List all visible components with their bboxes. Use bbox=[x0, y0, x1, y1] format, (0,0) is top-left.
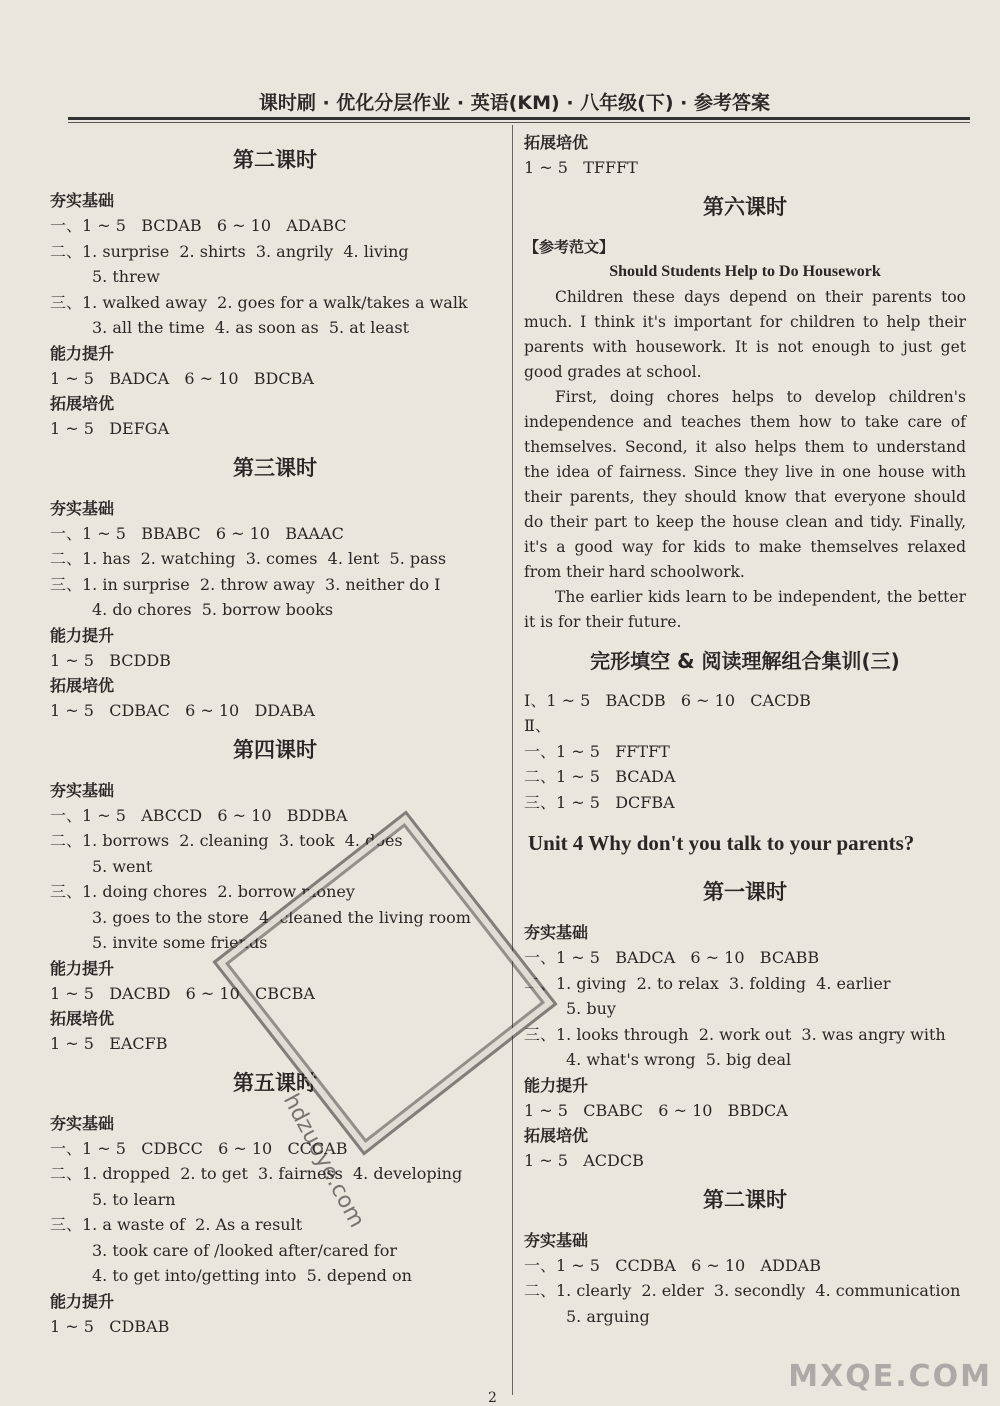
answer-line: 1 ~ 5 TFFFT bbox=[524, 158, 638, 177]
page-header: 课时刷 · 优化分层作业 · 英语(KM) · 八年级(下) · 参考答案 bbox=[258, 92, 770, 114]
lesson-heading: 第六课时 bbox=[703, 194, 787, 219]
answer-line: 二、1. dropped 2. to get 3. fairness 4. developing bbox=[50, 1164, 463, 1183]
answer-line: 3. goes to the store 4. cleaned the living room bbox=[92, 907, 471, 927]
answer-line: 三、1. walked away 2. goes for a walk/takes a walk bbox=[50, 292, 468, 312]
answer-line: 1 ~ 5 CBABC 6 ~ 10 BBDCA bbox=[524, 1100, 788, 1120]
stamp-url: hdzuoye.com bbox=[277, 1090, 370, 1232]
column-divider bbox=[512, 125, 513, 1395]
answer-line: 1 ~ 5 DEFGA bbox=[50, 419, 170, 438]
answer-line: 一、1 ~ 5 BBABC 6 ~ 10 BAAAC bbox=[50, 523, 344, 543]
answer-line: 三、1. a waste of 2. As a result bbox=[50, 1215, 303, 1234]
answer-line: 1 ~ 5 CDBAC 6 ~ 10 DDABA bbox=[50, 701, 315, 720]
answer-line: 一、1 ~ 5 FFTFT bbox=[524, 741, 670, 761]
subsection-label: 拓展培优 bbox=[524, 1126, 589, 1145]
subsection-label: 夯实基础 bbox=[50, 780, 115, 800]
answer-line: 1 ~ 5 ACDCB bbox=[524, 1151, 644, 1170]
answer-line: 三、1. in surprise 2. throw away 3. neither do I bbox=[50, 574, 441, 594]
answer-line: Ⅰ、1 ~ 5 BACDB 6 ~ 10 CACDB bbox=[524, 690, 811, 710]
answer-line: 二、1. giving 2. to relax 3. folding 4. earlier bbox=[524, 973, 891, 993]
answer-line: 4. what's wrong 5. big deal bbox=[566, 1050, 792, 1069]
subsection-label: 能力提升 bbox=[50, 625, 115, 645]
subsection-label: 拓展培优 bbox=[50, 394, 115, 413]
answer-line: 三、1. looks through 2. work out 3. was angry with bbox=[524, 1024, 946, 1044]
essay-tag: 【参考范文】 bbox=[524, 237, 615, 256]
section-heading: 完形填空 & 阅读理解组合集训(三) bbox=[590, 648, 900, 673]
answer-line: 5. went bbox=[92, 856, 153, 876]
lesson-heading: 第二课时 bbox=[233, 148, 317, 172]
subsection-label: 拓展培优 bbox=[50, 1009, 115, 1028]
subsection-label: 能力提升 bbox=[50, 343, 115, 363]
model-essay bbox=[524, 235, 966, 635]
subsection-label: 夯实基础 bbox=[524, 1230, 589, 1250]
answer-line: 二、1. borrows 2. cleaning 3. took 4. does bbox=[50, 831, 403, 850]
page-number: 2 bbox=[488, 1390, 497, 1406]
subsection-label: 夯实基础 bbox=[524, 923, 589, 942]
watermark: MXQE.COM bbox=[788, 1359, 992, 1394]
header-rule-thin bbox=[68, 122, 970, 123]
essay-title: Should Students Help to Do Housework bbox=[609, 262, 881, 280]
lesson-heading: 第五课时 bbox=[233, 1070, 317, 1095]
answer-line: 二、1. has 2. watching 3. comes 4. lent 5. pass bbox=[50, 549, 447, 568]
subsection-label: 夯实基础 bbox=[50, 1113, 115, 1133]
lesson-heading: 第三课时 bbox=[233, 455, 317, 480]
right-column bbox=[524, 130, 966, 1329]
answer-line: 三、1 ~ 5 DCFBA bbox=[524, 792, 675, 812]
answer-line: 5. to learn bbox=[92, 1189, 176, 1209]
subsection-label: 拓展培优 bbox=[50, 676, 115, 695]
answer-line: 5. invite some friends bbox=[92, 933, 268, 952]
answer-line: 二、1 ~ 5 BCADA bbox=[524, 767, 676, 786]
answer-line: 3. took care of /looked after/cared for bbox=[92, 1240, 397, 1260]
answer-line: 4. do chores 5. borrow books bbox=[92, 600, 334, 619]
answer-line: 一、1 ~ 5 BCDAB 6 ~ 10 ADABC bbox=[50, 216, 347, 235]
answer-line: 3. all the time 4. as soon as 5. at least bbox=[92, 318, 410, 337]
answer-line: 5. arguing bbox=[566, 1306, 650, 1326]
answer-line: 1 ~ 5 BADCA 6 ~ 10 BDCBA bbox=[50, 368, 314, 388]
subsection-label: 夯实基础 bbox=[50, 191, 115, 210]
answer-line: 1 ~ 5 EACFB bbox=[50, 1034, 168, 1053]
answer-line: 1 ~ 5 DACBD 6 ~ 10 CBCBA bbox=[50, 983, 315, 1003]
subsection-label: 能力提升 bbox=[50, 1291, 115, 1311]
answer-line: 一、1 ~ 5 CCDBA 6 ~ 10 ADDAB bbox=[524, 1255, 821, 1275]
answer-line: 二、1. clearly 2. elder 3. secondly 4. communication bbox=[524, 1281, 961, 1300]
subsection-label: 能力提升 bbox=[524, 1075, 589, 1095]
lesson-heading: 第二课时 bbox=[703, 1187, 787, 1212]
lesson-heading: 第一课时 bbox=[703, 880, 787, 904]
header-rule bbox=[68, 117, 970, 120]
answer-line: 一、1 ~ 5 BADCA 6 ~ 10 BCABB bbox=[524, 948, 820, 967]
answer-line: 1 ~ 5 CDBAB bbox=[50, 1316, 170, 1336]
answer-line: 一、1 ~ 5 CDBCC 6 ~ 10 CCCAB bbox=[50, 1138, 348, 1158]
essay-paragraph: Children these days depend on their parents too much. I think it's important for children to help their parents with housework. It is not enough to just get good grades at school. bbox=[524, 287, 966, 381]
answer-line: 4. to get into/getting into 5. depend on bbox=[92, 1266, 412, 1285]
answer-line: Ⅱ、 bbox=[524, 716, 551, 735]
answer-line: 5. buy bbox=[566, 999, 616, 1018]
answer-line: 5. threw bbox=[92, 267, 160, 286]
subsection-label: 能力提升 bbox=[50, 958, 115, 978]
essay-paragraph: The earlier kids learn to be independent, the better it is for their future. bbox=[524, 587, 966, 631]
answer-line: 三、1. doing chores 2. borrow money bbox=[50, 882, 355, 901]
answer-line: 1 ~ 5 BCDDB bbox=[50, 650, 171, 670]
left-column bbox=[50, 130, 500, 1339]
answer-line: 二、1. surprise 2. shirts 3. angrily 4. living bbox=[50, 241, 409, 261]
lesson-heading: 第四课时 bbox=[233, 737, 317, 762]
subsection-label: 拓展培优 bbox=[524, 133, 589, 152]
answer-line: 一、1 ~ 5 ABCCD 6 ~ 10 BDDBA bbox=[50, 805, 348, 825]
unit-title: Unit 4 Why don't you talk to your parents? bbox=[528, 831, 915, 855]
subsection-label: 夯实基础 bbox=[50, 498, 115, 518]
essay-paragraph: First, doing chores helps to develop children's independence and teaches them how to take care of themselves. Second, it also helps them to understand the idea of fairness. Since they live in one house with their parents, they should know that everyone should do their part to keep the house clean and tidy. Finally, it's a good way for kids to make themselves relaxed from their hard schoolwork. bbox=[524, 387, 966, 581]
